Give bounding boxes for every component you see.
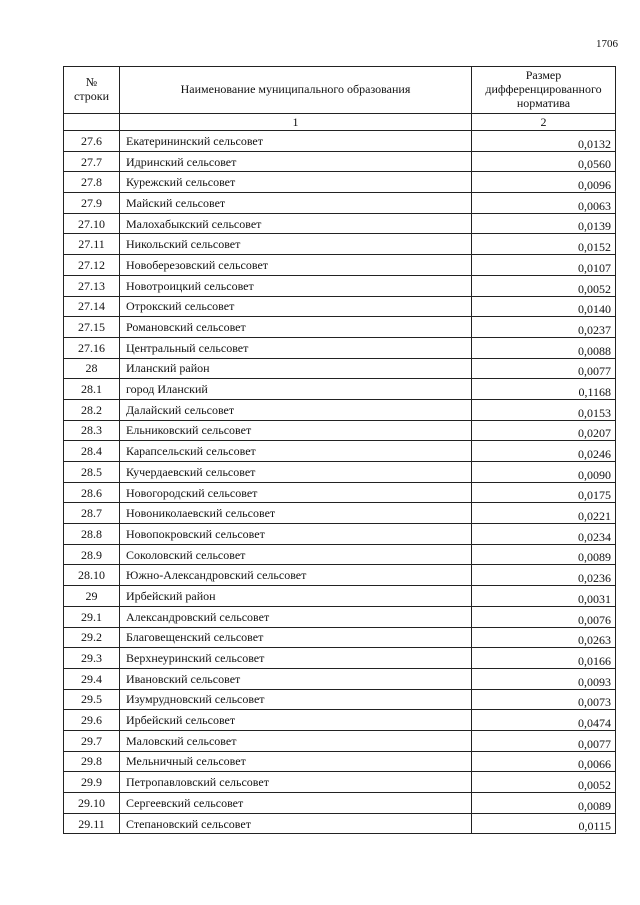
table-row xyxy=(64,751,616,772)
row-number: 29.8 xyxy=(64,751,120,772)
table-row xyxy=(64,379,616,400)
row-number: 29.1 xyxy=(64,606,120,627)
normative-value: 0,0234 xyxy=(472,524,616,545)
normative-value: 0,0077 xyxy=(472,358,616,379)
normative-value: 0,0207 xyxy=(472,420,616,441)
normative-value: 0,0052 xyxy=(472,275,616,296)
municipality-name: Ельниковский сельсовет xyxy=(120,420,472,441)
municipality-name: Ирбейский сельсовет xyxy=(120,710,472,731)
row-number: 27.8 xyxy=(64,172,120,193)
table-row xyxy=(64,172,616,193)
normative-value: 0,0096 xyxy=(472,172,616,193)
municipality-name: Иланский район xyxy=(120,358,472,379)
table-row xyxy=(64,462,616,483)
row-number: 27.12 xyxy=(64,255,120,276)
row-number: 28.3 xyxy=(64,420,120,441)
normative-value: 0,0474 xyxy=(472,710,616,731)
table-row xyxy=(64,255,616,276)
column-index-value: 2 xyxy=(472,114,616,131)
normative-value: 0,0077 xyxy=(472,730,616,751)
row-number: 29.11 xyxy=(64,813,120,834)
row-number: 28.5 xyxy=(64,462,120,483)
municipality-name: Верхнеуринский сельсовет xyxy=(120,648,472,669)
normative-value: 0,0153 xyxy=(472,399,616,420)
table-row xyxy=(64,813,616,834)
page-number: 1706 xyxy=(596,38,618,50)
table-row xyxy=(64,627,616,648)
row-number: 28.4 xyxy=(64,441,120,462)
normative-value: 0,0031 xyxy=(472,586,616,607)
row-number: 29.5 xyxy=(64,689,120,710)
municipality-name: Карапсельский сельсовет xyxy=(120,441,472,462)
table-row xyxy=(64,358,616,379)
municipality-name: Екатерининский сельсовет xyxy=(120,131,472,152)
municipality-name: Малохабыкский сельсовет xyxy=(120,213,472,234)
municipality-name: Отрокский сельсовет xyxy=(120,296,472,317)
table-row xyxy=(64,482,616,503)
row-number: 27.16 xyxy=(64,337,120,358)
table-row xyxy=(64,668,616,689)
municipality-name: Кучердаевский сельсовет xyxy=(120,462,472,483)
header-row xyxy=(64,67,616,114)
table-row xyxy=(64,503,616,524)
municipality-name: Александровский сельсовет xyxy=(120,606,472,627)
municipality-name: Новотроицкий сельсовет xyxy=(120,275,472,296)
table-row xyxy=(64,193,616,214)
normative-value: 0,1168 xyxy=(472,379,616,400)
row-number: 27.11 xyxy=(64,234,120,255)
row-number: 29.2 xyxy=(64,627,120,648)
normative-value: 0,0166 xyxy=(472,648,616,669)
row-number: 29.3 xyxy=(64,648,120,669)
table-row xyxy=(64,151,616,172)
table-row xyxy=(64,296,616,317)
municipality-name: Новопокровский сельсовет xyxy=(120,524,472,545)
header-municipality-name: Наименование муниципального образования xyxy=(120,67,472,114)
table-row xyxy=(64,689,616,710)
municipality-name: Романовский сельсовет xyxy=(120,317,472,338)
normative-value: 0,0140 xyxy=(472,296,616,317)
row-number: 28.1 xyxy=(64,379,120,400)
row-number: 27.6 xyxy=(64,131,120,152)
table-row xyxy=(64,317,616,338)
row-number: 27.14 xyxy=(64,296,120,317)
municipality-name: Соколовский сельсовет xyxy=(120,544,472,565)
normative-value: 0,0052 xyxy=(472,772,616,793)
table-row xyxy=(64,586,616,607)
table-row xyxy=(64,213,616,234)
normative-value: 0,0089 xyxy=(472,793,616,814)
normative-value: 0,0115 xyxy=(472,813,616,834)
normative-value: 0,0107 xyxy=(472,255,616,276)
table-body xyxy=(64,131,616,834)
municipality-name: Южно-Александровский сельсовет xyxy=(120,565,472,586)
normative-value: 0,0089 xyxy=(472,544,616,565)
table-row xyxy=(64,544,616,565)
row-number: 29.7 xyxy=(64,730,120,751)
municipality-name: город Иланский xyxy=(120,379,472,400)
row-number: 29.10 xyxy=(64,793,120,814)
table-row xyxy=(64,399,616,420)
column-index-number xyxy=(64,114,120,131)
normative-value: 0,0066 xyxy=(472,751,616,772)
municipality-name: Новониколаевский сельсовет xyxy=(120,503,472,524)
table-header xyxy=(64,67,616,131)
municipality-name: Изумрудновский сельсовет xyxy=(120,689,472,710)
municipality-name: Майский сельсовет xyxy=(120,193,472,214)
table-row xyxy=(64,772,616,793)
municipality-name: Петропавловский сельсовет xyxy=(120,772,472,793)
normative-value: 0,0076 xyxy=(472,606,616,627)
table-row xyxy=(64,337,616,358)
table-row xyxy=(64,648,616,669)
normative-value: 0,0073 xyxy=(472,689,616,710)
row-number: 28.10 xyxy=(64,565,120,586)
municipality-name: Маловский сельсовет xyxy=(120,730,472,751)
municipality-name: Мельничный сельсовет xyxy=(120,751,472,772)
normative-value: 0,0263 xyxy=(472,627,616,648)
normative-value: 0,0221 xyxy=(472,503,616,524)
municipality-name: Ирбейский район xyxy=(120,586,472,607)
row-number: 29.6 xyxy=(64,710,120,731)
row-number: 27.15 xyxy=(64,317,120,338)
row-number: 27.9 xyxy=(64,193,120,214)
row-number: 27.10 xyxy=(64,213,120,234)
table-row xyxy=(64,275,616,296)
normative-value: 0,0236 xyxy=(472,565,616,586)
row-number: 28 xyxy=(64,358,120,379)
municipality-name: Благовещенский сельсовет xyxy=(120,627,472,648)
row-number: 28.7 xyxy=(64,503,120,524)
column-index-name: 1 xyxy=(120,114,472,131)
row-number: 29.9 xyxy=(64,772,120,793)
row-number: 28.9 xyxy=(64,544,120,565)
table-row xyxy=(64,441,616,462)
normative-value: 0,0090 xyxy=(472,462,616,483)
row-number: 27.13 xyxy=(64,275,120,296)
header-row-number: № строки xyxy=(64,67,120,114)
column-index-row xyxy=(64,114,616,131)
municipality-name: Идринский сельсовет xyxy=(120,151,472,172)
row-number: 28.6 xyxy=(64,482,120,503)
header-normative-size: Размер дифференцированного норматива xyxy=(472,67,616,114)
table-row xyxy=(64,710,616,731)
normative-value: 0,0152 xyxy=(472,234,616,255)
municipality-name: Новоберезовский сельсовет xyxy=(120,255,472,276)
table-row xyxy=(64,524,616,545)
table-row xyxy=(64,793,616,814)
normative-value: 0,0246 xyxy=(472,441,616,462)
row-number: 28.2 xyxy=(64,399,120,420)
municipality-name: Сергеевский сельсовет xyxy=(120,793,472,814)
normative-value: 0,0237 xyxy=(472,317,616,338)
normative-value: 0,0560 xyxy=(472,151,616,172)
municipality-name: Никольский сельсовет xyxy=(120,234,472,255)
normative-value: 0,0132 xyxy=(472,131,616,152)
normative-value: 0,0139 xyxy=(472,213,616,234)
normative-value: 0,0175 xyxy=(472,482,616,503)
table-row xyxy=(64,131,616,152)
normative-value: 0,0093 xyxy=(472,668,616,689)
table-row xyxy=(64,565,616,586)
municipality-name: Курежский сельсовет xyxy=(120,172,472,193)
table-row xyxy=(64,420,616,441)
normative-value: 0,0088 xyxy=(472,337,616,358)
municipality-name: Степановский сельсовет xyxy=(120,813,472,834)
municipality-name: Ивановский сельсовет xyxy=(120,668,472,689)
row-number: 29 xyxy=(64,586,120,607)
table-row xyxy=(64,234,616,255)
municipality-name: Далайский сельсовет xyxy=(120,399,472,420)
table-row xyxy=(64,606,616,627)
row-number: 27.7 xyxy=(64,151,120,172)
row-number: 29.4 xyxy=(64,668,120,689)
municipality-name: Новогородский сельсовет xyxy=(120,482,472,503)
table-row xyxy=(64,730,616,751)
normative-value: 0,0063 xyxy=(472,193,616,214)
normative-table xyxy=(63,66,616,834)
municipality-name: Центральный сельсовет xyxy=(120,337,472,358)
row-number: 28.8 xyxy=(64,524,120,545)
